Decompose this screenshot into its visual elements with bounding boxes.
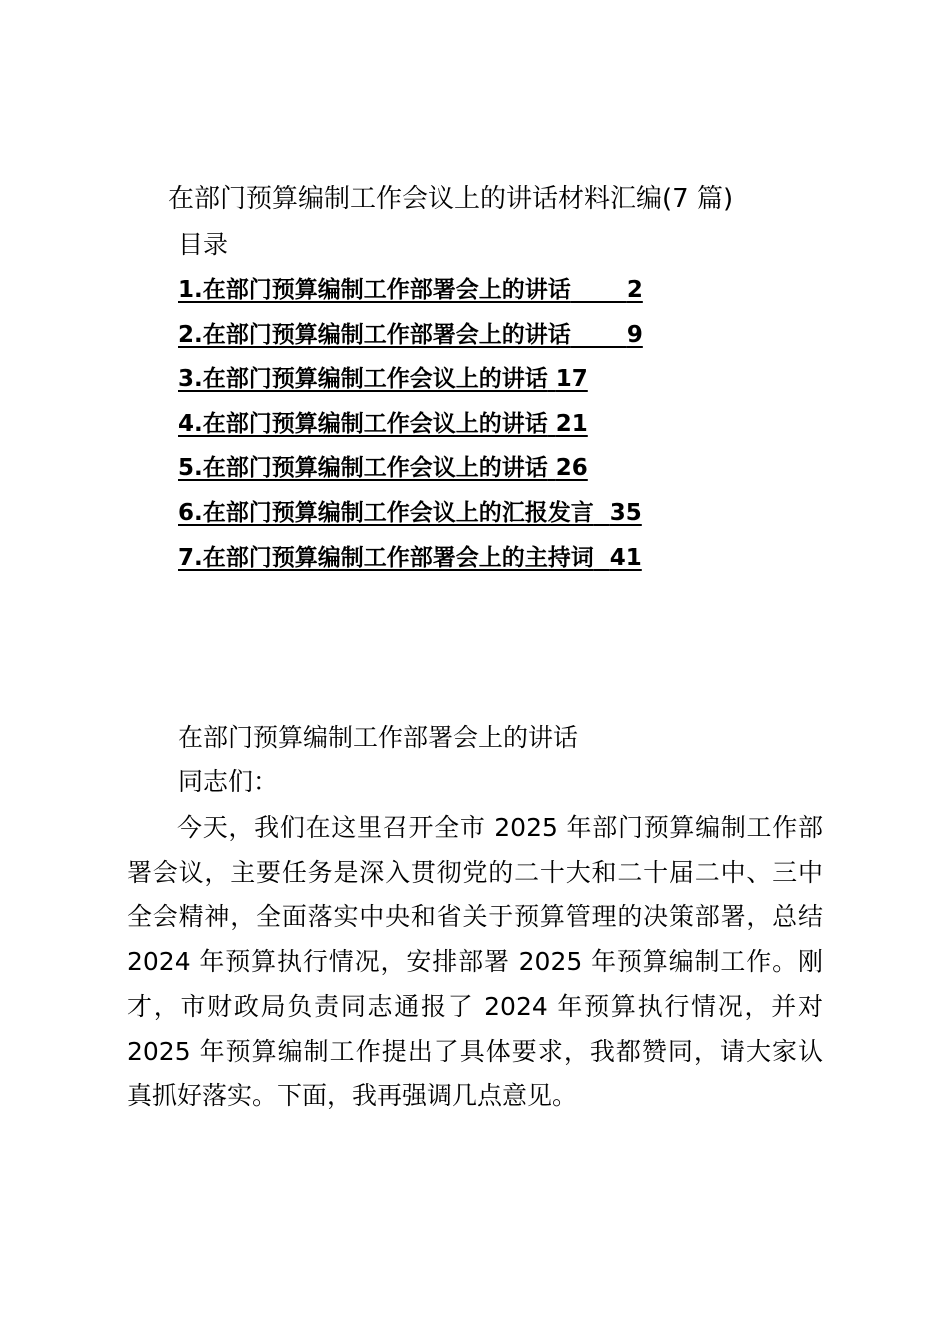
toc-entry-5[interactable] [178, 450, 643, 495]
section-title: 在部门预算编制工作部署会上的讲话 [178, 723, 579, 752]
toc-entry-page: 26 [555, 455, 588, 482]
toc-entry-2[interactable] [178, 317, 643, 362]
document-title: 在部门预算编制工作会议上的讲话材料汇编(7 篇) [168, 184, 734, 214]
toc-entry-page: 2 [626, 277, 643, 303]
toc-entry-label: 6.在部门预算编制工作会议上的汇报发言 [178, 499, 594, 526]
salutation: 同志们： [178, 767, 279, 796]
toc-entry-label: 1.在部门预算编制工作部署会上的讲话 [178, 277, 571, 303]
toc-entry-page: 9 [626, 321, 643, 348]
toc-entry-4[interactable] [178, 406, 643, 451]
toc-entry-7[interactable] [178, 540, 643, 585]
toc-entry-page: 21 [555, 410, 588, 437]
body-paragraph: 今天，我们在这里召开全市 2025 年部门预算编制工作部署会议，主要任务是深入贯彻党的二十大和二十届二中、三中全会精神，全面落实中央和省关于预算管理的决策部署，总结 2024 年预算执行情况，安排部署 2025 年预算编制工作。刚才，市财政局负责同志通报了 2024 年预算执行情况，并对 2025 年预算编制工作提出了具体要求，我都赞同，请大家认真抓好落实。下面，我再强调几点意见。 [127, 813, 823, 1111]
toc-entry-label: 5.在部门预算编制工作会议上的讲话 [178, 455, 548, 482]
toc-entry-6[interactable] [178, 495, 643, 540]
toc-entry-1[interactable] [178, 272, 643, 317]
toc-heading: 目录 [178, 230, 229, 259]
table-of-contents [178, 272, 643, 584]
toc-entry-3[interactable] [178, 361, 643, 406]
toc-entry-page: 35 [609, 499, 642, 526]
toc-entry-page: 17 [555, 366, 588, 393]
toc-entry-label: 2.在部门预算编制工作部署会上的讲话 [178, 321, 571, 348]
toc-entry-page: 41 [609, 544, 642, 571]
toc-entry-label: 3.在部门预算编制工作会议上的讲话 [178, 366, 548, 393]
toc-entry-label: 7.在部门预算编制工作部署会上的主持词 [178, 544, 594, 571]
toc-entry-label: 4.在部门预算编制工作会议上的讲话 [178, 410, 548, 437]
